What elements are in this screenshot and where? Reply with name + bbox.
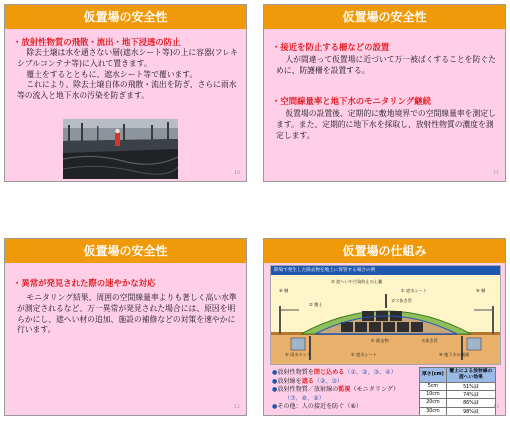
list-item: （⑦、⑧、⑨） [284, 394, 325, 402]
diagram-header: 除染で発生した除去物を地上に保管する場合の例 [271, 266, 500, 275]
slide-title: 仮置場の安全性 [5, 239, 246, 263]
paragraph: これにより、除去土壌自体の飛散・流出を防ぎ、さらに雨水等の流入と地下水の汚染を防ぎます。 [17, 80, 237, 101]
slide-title: 仮置場の仕組み [264, 239, 505, 263]
paragraph: 仮置場の設置後、定期的に敷地境界での空間線量率を測定します。また、定期的に地下水を採取し、放射性物質の濃度を測定します。 [276, 109, 496, 140]
paragraph: 除去土壌は水を通さない層(遮水シート等)の上に容器(フレキシブルコンテナ等)に入れて置きます。 [17, 48, 238, 68]
slide-heading: ・異常が発見された際の速やかな対応 [13, 278, 156, 288]
label-sheet-bottom: ① 遮水シート [351, 352, 378, 357]
label-fence: ⑥ 柵 [279, 288, 289, 293]
label-sheet-top: ① 遮水シート [401, 288, 428, 293]
label-rain-tank: ⑤ 雨水タンク [285, 352, 311, 357]
label-gas-pipe: ガス抜き管 [391, 298, 412, 303]
slide-3 [4, 238, 247, 416]
list-item: ●その他：人の接近を防ぐ（⑥） [272, 403, 363, 411]
label-shield: ② 遮へいや汚染防止の土嚢 [331, 279, 383, 284]
label-cover-soil: ② 覆土 [309, 302, 323, 307]
slide-body [276, 109, 499, 141]
table-header: 覆土による放射線の遮へい効果 [446, 368, 495, 383]
slide-body [17, 48, 240, 102]
table-header: 厚さ(cm) [420, 368, 447, 383]
label-container: ① 除去物 [371, 338, 389, 343]
table-row: 30cm 98%減 [420, 407, 496, 415]
slide-heading: ・接近を防止する柵などの設置 [272, 42, 390, 52]
slide-1 [4, 4, 247, 182]
page-number: 11 [493, 171, 499, 176]
list-item: ●放射性物質を閉じ込める（①、②、③、④） [272, 369, 397, 376]
storage-site-photo [63, 119, 178, 179]
slide-title: 仮置場の安全性 [264, 5, 505, 29]
shielding-table [419, 367, 496, 416]
slide-2 [263, 4, 506, 182]
table-row: 20cm 86%減 [420, 399, 496, 407]
slide-body [276, 55, 499, 77]
slide-title: 仮置場の安全性 [5, 5, 246, 29]
page-number: 12 [234, 405, 240, 410]
label-groundwater: ④ 地下水の観測 [439, 352, 470, 357]
slide-heading: ・空間線量率と地下水のモニタリング継続 [272, 96, 431, 106]
paragraph: 人が間違って仮置場に近づいて万一被ばくすることを防ぐために、防護柵を設置する。 [276, 55, 496, 75]
label-drain-pipe: 水抜き管 [421, 338, 438, 343]
paragraph: モニタリング結果、周囲の空間線量率よりも著しく高い水準が測定されるなど、万一異常が発見された場合には、原因を明らかにし、遮へい材の追加、施設の補修などの対策を速やかに行います。 [17, 293, 237, 335]
label-fence: ⑥ 柵 [476, 288, 486, 293]
slide-heading: ・放射性物質の飛散・流出・地下浸透の防止 [13, 37, 181, 47]
list-item: ●放射線を遮る（②、③） [272, 377, 344, 385]
paragraph: 覆土をするとともに、遮水シート等で覆います。 [26, 69, 198, 79]
page-number: 13 [493, 405, 499, 410]
function-list [272, 369, 414, 412]
page-number: 10 [234, 171, 240, 176]
table-row: 5cm 51%減 [420, 383, 496, 391]
slide-body [17, 293, 240, 336]
storage-structure-diagram [270, 265, 501, 365]
slide-4 [263, 238, 506, 416]
list-item: ●放射性物質／放射線の監視（モニタリング） [272, 386, 400, 394]
table-row: 10cm 74%減 [420, 391, 496, 399]
